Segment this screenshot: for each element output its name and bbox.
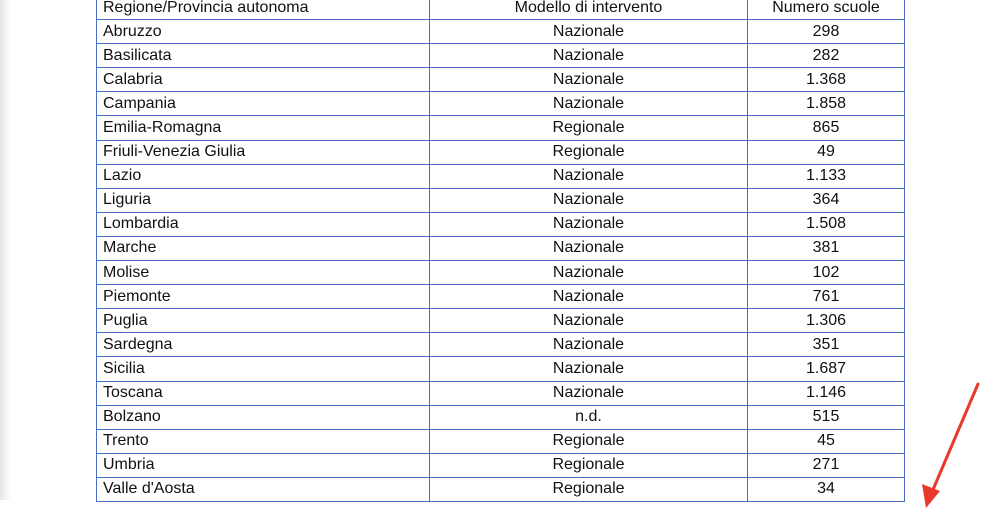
cell-model: Nazionale [430,381,748,405]
cell-model: Nazionale [430,20,748,44]
cell-region: Piemonte [97,285,430,309]
table-row [97,236,905,260]
cell-count: 364 [748,188,905,212]
cell-region: Valle d'Aosta [97,477,430,501]
page-edge-shadow [0,0,12,500]
cell-region: Sardegna [97,333,430,357]
cell-region: Friuli-Venezia Giulia [97,140,430,164]
cell-model: n.d. [430,405,748,429]
cell-region: Puglia [97,309,430,333]
cell-region: Umbria [97,453,430,477]
table-row [97,44,905,68]
cell-model: Regionale [430,140,748,164]
cell-count: 351 [748,333,905,357]
cell-region: Lombardia [97,212,430,236]
cell-model: Nazionale [430,261,748,285]
cell-model: Nazionale [430,164,748,188]
cell-region: Calabria [97,68,430,92]
table-row [97,164,905,188]
table-row [97,309,905,333]
cell-count: 1.858 [748,92,905,116]
arrow-icon [912,380,992,510]
cell-region: Toscana [97,381,430,405]
cell-count: 865 [748,116,905,140]
table-row [97,68,905,92]
table-row [97,357,905,381]
table-row [97,188,905,212]
cell-model: Regionale [430,429,748,453]
cell-model: Nazionale [430,92,748,116]
cell-count: 282 [748,44,905,68]
cell-count: 761 [748,285,905,309]
cell-count: 1.306 [748,309,905,333]
cell-region: Liguria [97,188,430,212]
table-row [97,405,905,429]
cell-region: Marche [97,236,430,260]
table-row [97,212,905,236]
cell-region: Basilicata [97,44,430,68]
header-region: Regione/Provincia autonoma [97,0,430,20]
cell-model: Nazionale [430,357,748,381]
cell-model: Nazionale [430,44,748,68]
cell-region: Abruzzo [97,20,430,44]
table-row [97,453,905,477]
header-model: Modello di intervento [430,0,748,20]
table-row [97,116,905,140]
cell-count: 1.146 [748,381,905,405]
cell-count: 515 [748,405,905,429]
cell-model: Regionale [430,477,748,501]
cell-model: Nazionale [430,309,748,333]
cell-region: Emilia-Romagna [97,116,430,140]
cell-count: 45 [748,429,905,453]
schools-table [96,0,905,502]
table-row [97,381,905,405]
table-row [97,333,905,357]
cell-count: 1.368 [748,68,905,92]
table-row [97,261,905,285]
cell-count: 298 [748,20,905,44]
table-row [97,92,905,116]
cell-count: 1.687 [748,357,905,381]
header-count: Numero scuole [748,0,905,20]
cell-count: 49 [748,140,905,164]
table-row [97,140,905,164]
table-row [97,20,905,44]
cell-model: Regionale [430,116,748,140]
cell-count: 34 [748,477,905,501]
table-row [97,477,905,501]
cell-count: 1.508 [748,212,905,236]
cell-region: Lazio [97,164,430,188]
cell-count: 102 [748,261,905,285]
cell-model: Nazionale [430,333,748,357]
cell-region: Bolzano [97,405,430,429]
cell-region: Sicilia [97,357,430,381]
cell-model: Regionale [430,453,748,477]
cell-count: 271 [748,453,905,477]
cell-model: Nazionale [430,285,748,309]
cell-model: Nazionale [430,68,748,92]
cell-model: Nazionale [430,236,748,260]
table-header-row [97,0,905,20]
cell-count: 1.133 [748,164,905,188]
cell-region: Trento [97,429,430,453]
table-row [97,285,905,309]
cell-count: 381 [748,236,905,260]
cell-region: Molise [97,261,430,285]
table-body [97,20,905,502]
cell-model: Nazionale [430,188,748,212]
table-row [97,429,905,453]
cell-region: Campania [97,92,430,116]
cell-model: Nazionale [430,212,748,236]
